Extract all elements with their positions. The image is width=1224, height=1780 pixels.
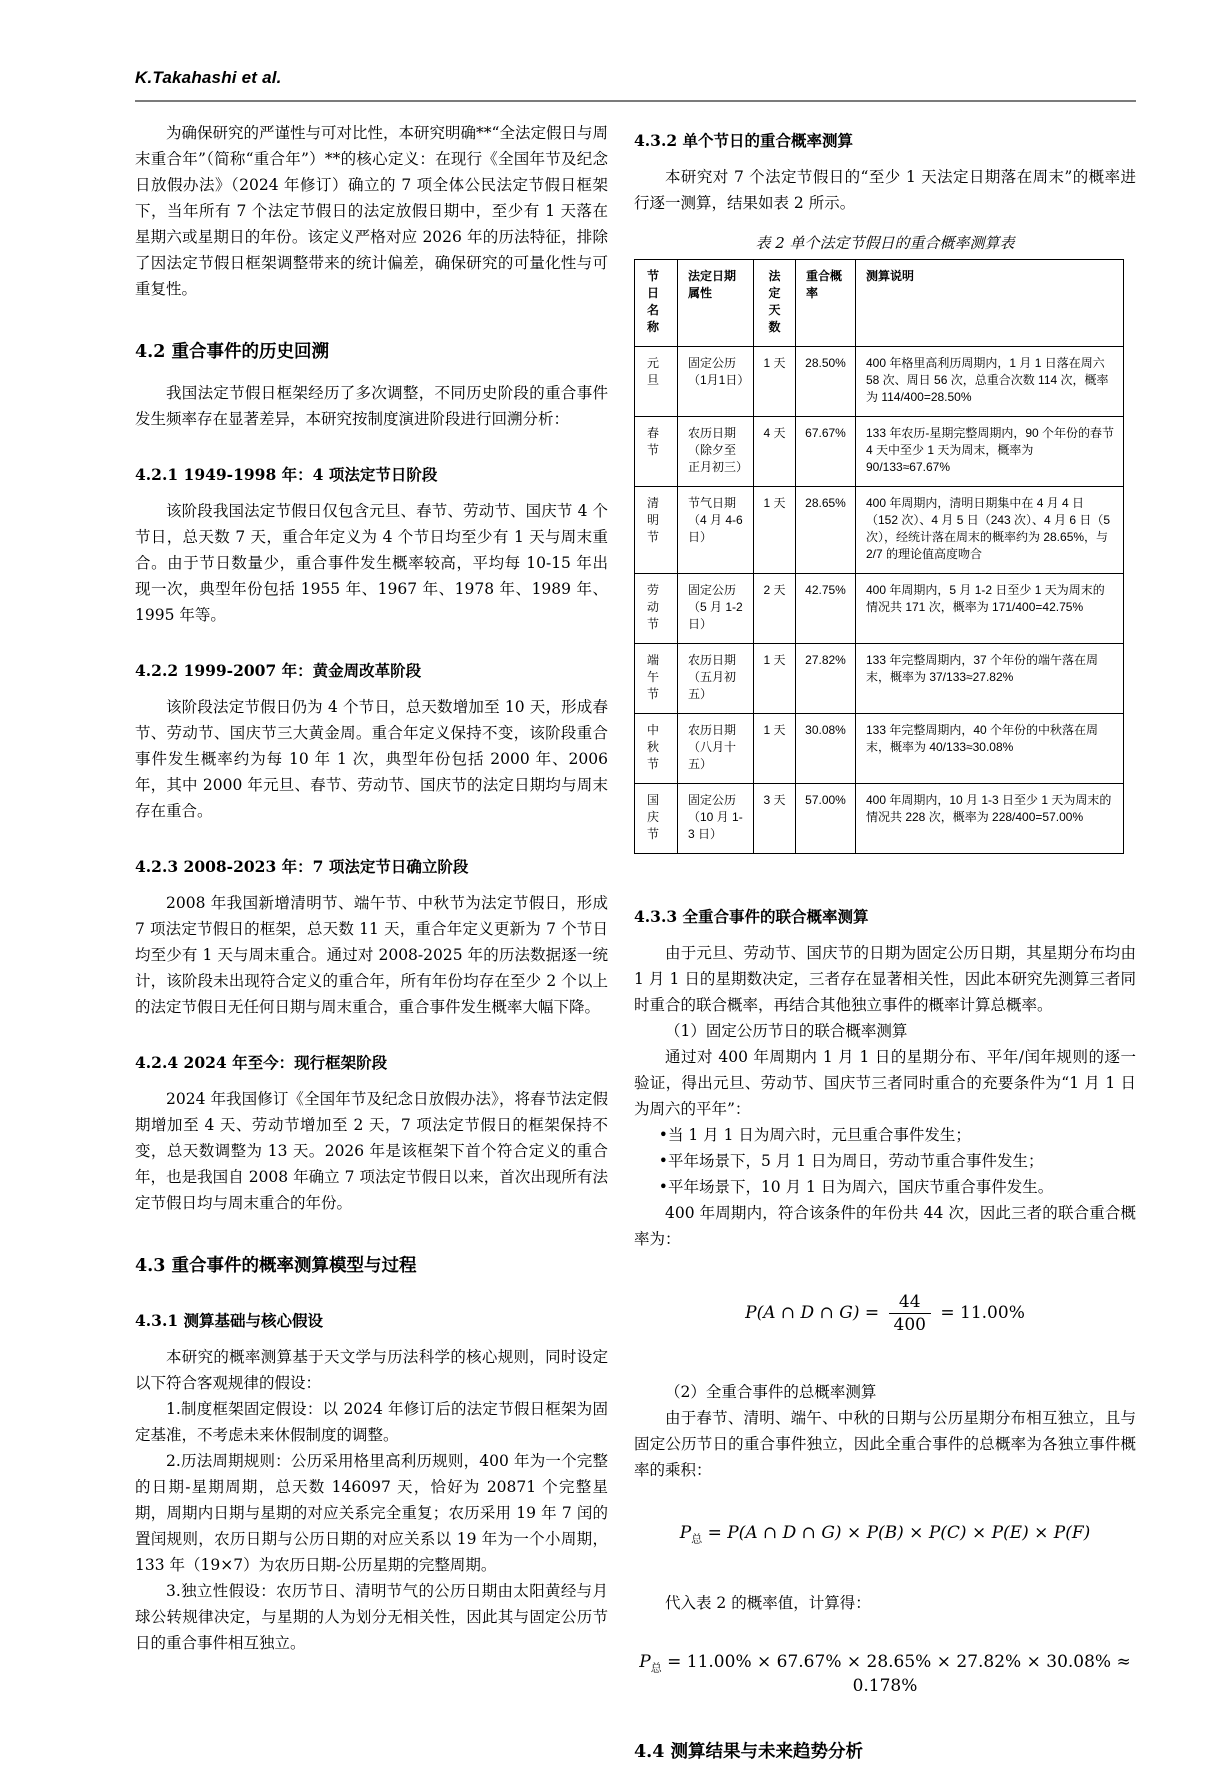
- table-cell: 400 年周期内，10 月 1-3 日至少 1 天为周末的情况共 228 次，概率为 228/400=57.00%: [856, 784, 1124, 854]
- formula-joint-probability: [634, 1292, 1136, 1335]
- two-column-layout: [135, 120, 1136, 1780]
- table-header-row: [635, 260, 1124, 347]
- formula-symbol: P: [639, 1652, 651, 1673]
- paragraph-4-2-3: 2008 年我国新增清明节、端午节、中秋节为法定节假日，形成 7 项法定节假日的框架，总天数 11 天，重合年定义更新为 7 个节日均至少有 1 天与周末重合。通过对 2008-2025 年的历法数据逐一统计，该阶段未出现符合定义的重合年，所有年份均存在至少 2 个以上的法定节假日无任何日期与周末重合，重合事件发生概率大幅下降。: [135, 894, 608, 1016]
- formula-subscript: 总: [650, 1661, 662, 1675]
- running-head: K.Takahashi et al.: [135, 68, 282, 87]
- formula-total-probability-model: [634, 1523, 1136, 1546]
- table-header-date-attribute: 法定日期属性: [678, 260, 754, 347]
- table-cell: 57.00%: [796, 784, 856, 854]
- section-heading-4-3: 4.3 重合事件的概率测算模型与过程: [135, 1256, 417, 1276]
- table-cell: 30.08%: [796, 714, 856, 784]
- paragraph-4-3-3: 由于元旦、劳动节、国庆节的日期为固定公历日期，其星期分布均由 1 月 1 日的星期数决定，三者存在显著相关性，因此本研究先测算三者同时重合的联合概率，再结合其他独立事件的概率计算总概率。: [634, 944, 1136, 1014]
- table-cell: 清明节: [635, 487, 678, 574]
- paragraph-4-2-1: 该阶段我国法定节假日仅包含元旦、春节、劳动节、国庆节 4 个节日，总天数 7 天，重合年定义为 4 个节日均至少有 1 天与周末重合。由于节日数量少，重合事件发生概率较高，平均每 10-15 年出现一次，典型年份包括 1955 年、1967 年、1978 年、1989 年、1995 年等。: [135, 502, 608, 624]
- header-rule: [135, 100, 1136, 102]
- fraction-denominator: 400: [893, 1315, 926, 1335]
- table-cell: 元旦: [635, 347, 678, 417]
- table-row: [635, 574, 1124, 644]
- table-cell: 133 年完整周期内，37 个年份的端午落在周末，概率为 37/133≈27.82%: [856, 644, 1124, 714]
- subsection-heading-4-3-2: 4.3.2 单个节日的重合概率测算: [634, 131, 854, 150]
- table-cell: 1 天: [754, 347, 796, 417]
- table-cell: 农历日期（八月十五）: [678, 714, 754, 784]
- table-cell: 400 年格里高利历周期内，1 月 1 日落在周六 58 次、周日 56 次，总重合次数 114 次，概率为 114/400=28.50%: [856, 347, 1124, 417]
- formula-expression: = P(A ∩ D ∩ G) × P(B) × P(C) × P(E) × P(F): [707, 1523, 1091, 1543]
- table-2-caption: 表 2 单个法定节假日的重合概率测算表: [755, 234, 1015, 252]
- table-cell: 端午节: [635, 644, 678, 714]
- subsection-heading-4-2-3: 4.2.3 2008-2023 年：7 项法定节日确立阶段: [135, 857, 469, 876]
- formula-expression: = 11.00% × 67.67% × 28.65% × 27.82% × 30.08% ≈ 0.178%: [667, 1652, 1131, 1696]
- table-cell: 67.67%: [796, 417, 856, 487]
- subheading-joint-probability: （1）固定公历节日的联合概率测算: [665, 1022, 908, 1040]
- subheading-total-probability: （2）全重合事件的总概率测算: [665, 1383, 877, 1401]
- table-cell: 春节: [635, 417, 678, 487]
- table-row: [635, 487, 1124, 574]
- assumption-item-2: 2.历法周期规则：公历采用格里高利历规则，400 年为一个完整的日期-星期周期，总天数 146097 天，恰好为 20871 个完整星期，周期内日期与星期的对应关系完全重复；农历采用 19 年 7 闰的置闰规则，农历日期与公历日期的对应关系以 19 年为一个小周期，133 年（19×7）为农历日期-公历星期的完整周期。: [135, 1452, 608, 1574]
- table-cell: 国庆节: [635, 784, 678, 854]
- table-cell: 2 天: [754, 574, 796, 644]
- left-column: [135, 120, 608, 1780]
- table-row: [635, 417, 1124, 487]
- subsection-heading-4-2-2: 4.2.2 1999-2007 年：黄金周改革阶段: [135, 661, 422, 680]
- fraction-numerator: 44: [889, 1292, 931, 1314]
- table-cell: 1 天: [754, 644, 796, 714]
- table-cell: 农历日期（除夕至正月初三）: [678, 417, 754, 487]
- paragraph-4-2: 我国法定节假日框架经历了多次调整，不同历史阶段的重合事件发生频率存在显著差异，本研究按制度演进阶段进行回溯分析：: [135, 384, 608, 428]
- table-header-calculation-note: 测算说明: [856, 260, 1124, 347]
- formula-lhs: P(A ∩ D ∩ G) =: [745, 1303, 880, 1323]
- table-header-statutory-days: 法定天数: [754, 260, 796, 347]
- paragraph-joint-probability: 通过对 400 年周期内 1 月 1 日的星期分布、平年/闰年规则的逐一验证，得出元旦、劳动节、国庆节三者同时重合的充要条件为“1 月 1 日为周六的平年”：: [634, 1048, 1136, 1118]
- table-2-holiday-probabilities: [634, 259, 1124, 854]
- table-cell: 133 年完整周期内，40 个年份的中秋落在周末，概率为 40/133≈30.08%: [856, 714, 1124, 784]
- bullet-national-day: •平年场景下，10 月 1 日为周六，国庆节重合事件发生。: [658, 1178, 1054, 1196]
- table-cell: 中秋节: [635, 714, 678, 784]
- paragraph-definition: 为确保研究的严谨性与可对比性，本研究明确**“全法定假日与周末重合年”（简称“重合年”）**的核心定义：在现行《全国年节及纪念日放假办法》（2024 年修订）确立的 7 项全体公民法定节假日框架下，当年所有 7 个法定节假日的法定放假日期中，至少有 1 天落在星期六或星期日的年份。该定义严格对应 2026 年的历法特征，排除了因法定节假日框架调整带来的统计偏差，确保研究的可量化性与可重复性。: [135, 124, 608, 298]
- assumption-item-3: 3.独立性假设：农历节日、清明节气的公历日期由太阳黄经与月球公转规律决定，与星期的人为划分无相关性，因此其与固定公历节日的重合事件相互独立。: [135, 1582, 608, 1652]
- subsection-heading-4-2-1: 4.2.1 1949-1998 年：4 项法定节日阶段: [135, 465, 438, 484]
- table-cell: 4 天: [754, 417, 796, 487]
- table-cell: 固定公历（1月1日）: [678, 347, 754, 417]
- table-row: [635, 644, 1124, 714]
- subsection-heading-4-3-1: 4.3.1 测算基础与核心假设: [135, 1311, 324, 1330]
- paragraph-4-3-2: 本研究对 7 个法定节假日的“至少 1 天法定日期落在周末”的概率进行逐一测算，结果如表 2 所示。: [634, 168, 1136, 212]
- table-cell: 1 天: [754, 487, 796, 574]
- table-cell: 400 年周期内，清明日期集中在 4 月 4 日（152 次）、4 月 5 日（243 次）、4 月 6 日（5 次），经统计落在周末的概率约为 28.65%，与 2/7 的理论值高度吻合: [856, 487, 1124, 574]
- table-cell: 固定公历（5 月 1-2 日）: [678, 574, 754, 644]
- paragraph-substitute-values: 代入表 2 的概率值，计算得：: [665, 1594, 871, 1613]
- table-cell: 1 天: [754, 714, 796, 784]
- formula-subscript: 总: [691, 1532, 703, 1546]
- table-row: [635, 347, 1124, 417]
- table-cell: 节气日期（4 月 4-6 日）: [678, 487, 754, 574]
- paragraph-total-probability: 由于春节、清明、端午、中秋的日期与公历星期分布相互独立，且与固定公历节日的重合事件独立，因此全重合事件的总概率为各独立事件概率的乘积：: [634, 1409, 1136, 1479]
- table-cell: 农历日期（五月初五）: [678, 644, 754, 714]
- right-column: [634, 120, 1136, 1780]
- formula-symbol: P: [679, 1523, 692, 1543]
- table-cell: 3 天: [754, 784, 796, 854]
- paragraph-4-3-1-intro: 本研究的概率测算基于天文学与历法科学的核心规则，同时设定以下符合客观规律的假设：: [135, 1348, 608, 1392]
- subsection-heading-4-3-3: 4.3.3 全重合事件的联合概率测算: [634, 907, 869, 926]
- table-cell: 400 年周期内，5 月 1-2 日至少 1 天为周末的情况共 171 次，概率为 171/400=42.75%: [856, 574, 1124, 644]
- table-cell: 28.50%: [796, 347, 856, 417]
- table-cell: 133 年农历-星期完整周期内，90 个年份的春节 4 天中至少 1 天为周末，概率为 90/133≈67.67%: [856, 417, 1124, 487]
- table-row: [635, 784, 1124, 854]
- table-cell: 固定公历（10 月 1-3 日）: [678, 784, 754, 854]
- fraction: [889, 1292, 931, 1335]
- paragraph-joint-result: 400 年周期内，符合该条件的年份共 44 次，因此三者的联合重合概率为：: [634, 1204, 1136, 1248]
- table-cell: 28.65%: [796, 487, 856, 574]
- formula-rhs: = 11.00%: [940, 1303, 1025, 1323]
- table-cell: 42.75%: [796, 574, 856, 644]
- bullet-labor-day: •平年场景下，5 月 1 日为周日，劳动节重合事件发生；: [658, 1152, 1044, 1170]
- table-row: [635, 714, 1124, 784]
- paragraph-4-2-2: 该阶段法定节假日仍为 4 个节日，总天数增加至 10 天，形成春节、劳动节、国庆节三大黄金周。重合年定义保持不变，该阶段重合事件发生概率约为每 10 年 1 次，典型年份包括 2000 年、2006 年，其中 2000 年元旦、春节、劳动节、国庆节的法定日期均与周末存在重合。: [135, 698, 608, 820]
- formula-total-probability-value: [634, 1652, 1136, 1695]
- table-cell: 劳动节: [635, 574, 678, 644]
- section-heading-4-4: 4.4 测算结果与未来趋势分析: [634, 1741, 864, 1762]
- paragraph-4-2-4: 2024 年我国修订《全国年节及纪念日放假办法》，将春节法定假期增加至 4 天、劳动节增加至 2 天，7 项法定节假日的框架保持不变，总天数调整为 13 天。2026 年是该框架下首个符合定义的重合年，也是我国自 2008 年确立 7 项法定节假日以来，首次出现所有法定节假日均与周末重合的年份。: [135, 1090, 608, 1212]
- table-header-overlap-probability: 重合概率: [796, 260, 856, 347]
- section-heading-4-2: 4.2 重合事件的历史回溯: [135, 342, 330, 362]
- table-cell: 27.82%: [796, 644, 856, 714]
- assumption-item-1: 1.制度框架固定假设：以 2024 年修订后的法定节假日框架为固定基准，不考虑未来休假制度的调整。: [135, 1400, 608, 1444]
- table-header-holiday-name: 节日名称: [635, 260, 678, 347]
- bullet-new-year: •当 1 月 1 日为周六时，元旦重合事件发生；: [658, 1126, 971, 1144]
- subsection-heading-4-2-4: 4.2.4 2024 年至今：现行框架阶段: [135, 1053, 388, 1072]
